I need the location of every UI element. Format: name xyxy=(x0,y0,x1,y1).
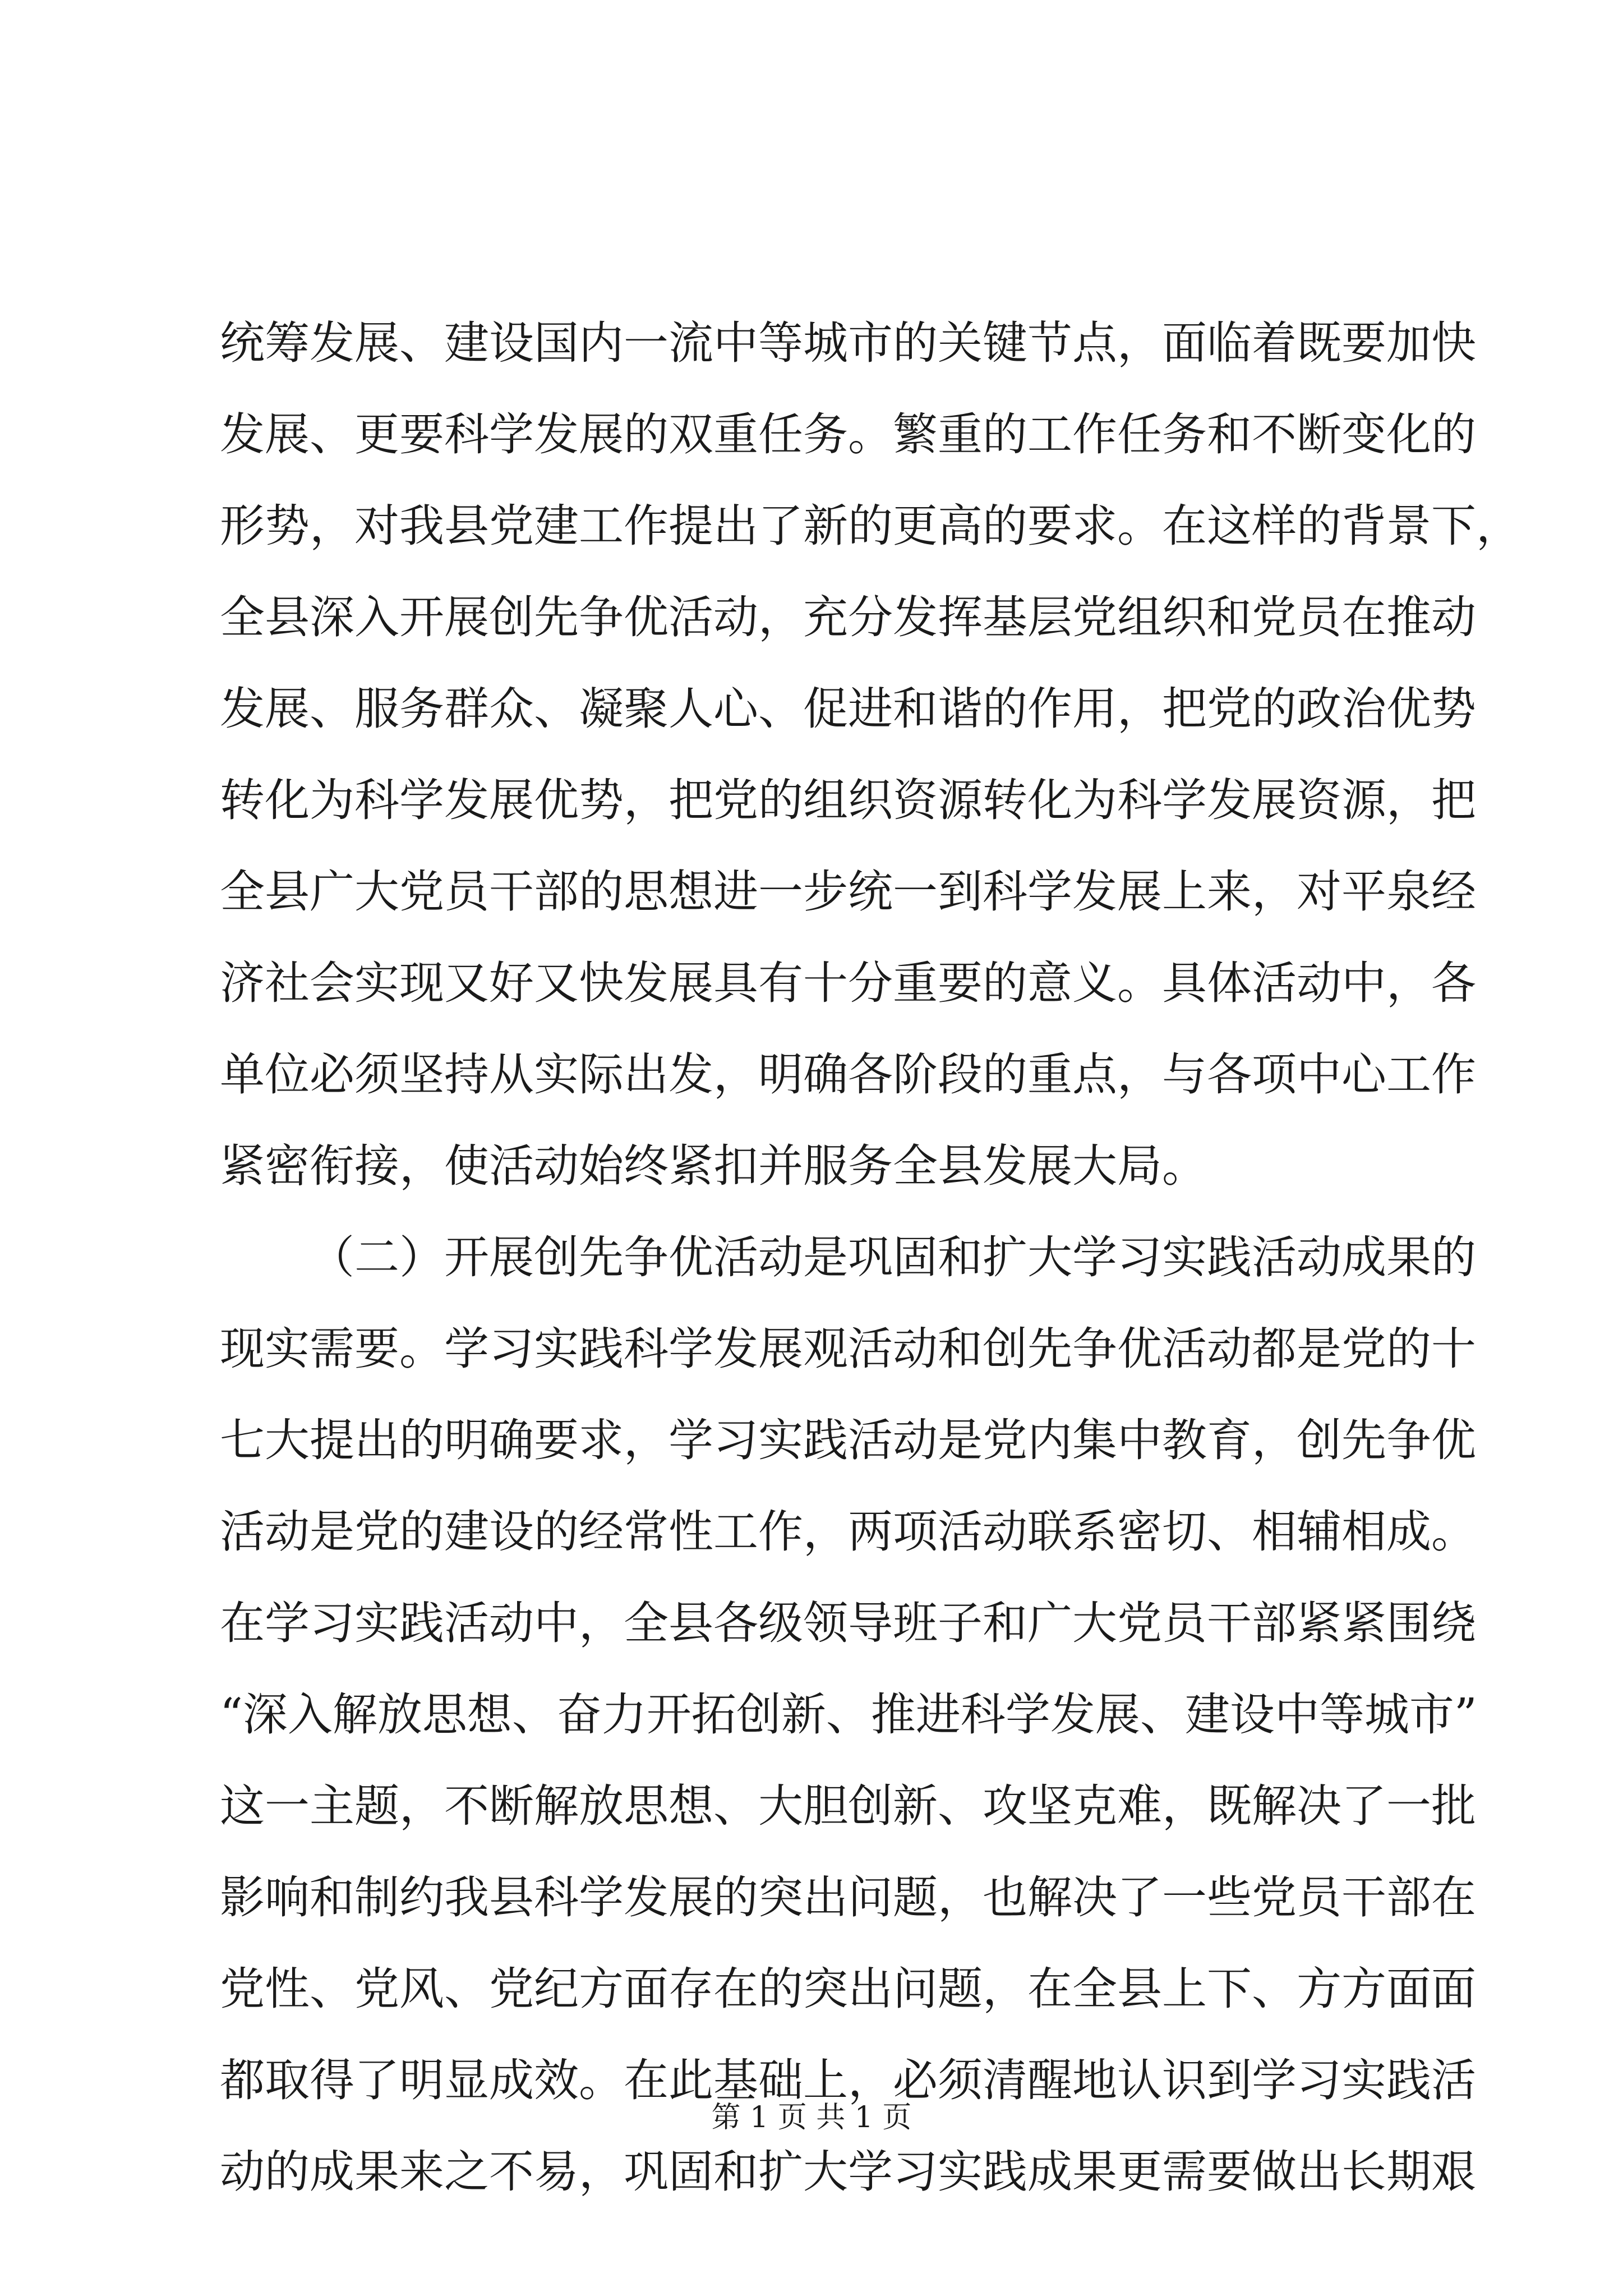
page-footer xyxy=(0,2098,1623,2137)
text-line: 转化为科学发展优势，把党的组织资源转化为科学发展资源，把 xyxy=(220,774,1476,826)
text-line: 都取得了明显成效。在此基础上，必须清醒地认识到学习实践活 xyxy=(220,2054,1476,2106)
paragraph-2 xyxy=(220,1212,1477,2217)
section-heading-line: （二）开展创先争优活动是巩固和扩大学习实践活动成果的 xyxy=(310,1231,1476,1283)
page-number-label: 第 1 页 共 1 页 xyxy=(711,2101,912,2134)
text-line: 七大提出的明确要求，学习实践活动是党内集中教育，创先争优 xyxy=(220,1414,1476,1466)
text-line: 统筹发展、建设国内一流中等城市的关键节点，面临着既要加快 xyxy=(220,317,1476,369)
text-line: 全县广大党员干部的思想进一步统一到科学发展上来，对平泉经 xyxy=(220,866,1476,918)
text-line: “深入解放思想、奋力开拓创新、推进科学发展、建设中等城市” xyxy=(220,1688,1477,1741)
text-line: 在学习实践活动中，全县各级领导班子和广大党员干部紧紧围绕 xyxy=(220,1597,1476,1649)
text-line: 党性、党风、党纪方面存在的突出问题，在全县上下、方方面面 xyxy=(220,1963,1476,2015)
text-line: 活动是党的建设的经常性工作，两项活动联系密切、相辅相成。 xyxy=(220,1506,1476,1558)
text-line: 发展、更要科学发展的双重任务。繁重的工作任务和不断变化的 xyxy=(220,408,1476,461)
text-line: 影响和制约我县科学发展的突出问题，也解决了一些党员干部在 xyxy=(220,1871,1476,1924)
text-line: 济社会实现又好又快发展具有十分重要的意义。具体活动中，各 xyxy=(220,957,1476,1009)
text-line: 全县深入开展创先争优活动，充分发挥基层党组织和党员在推动 xyxy=(220,591,1476,643)
text-line: 这一主题，不断解放思想、大胆创新、攻坚克难，既解决了一批 xyxy=(220,1780,1476,1832)
text-line: 形势，对我县党建工作提出了新的更高的要求。在这样的背景下， xyxy=(220,500,1521,552)
text-line: 单位必须坚持从实际出发，明确各阶段的重点，与各项中心工作 xyxy=(220,1048,1476,1101)
text-line: 发展、服务群众、凝聚人心、促进和谐的作用，把党的政治优势 xyxy=(220,683,1476,735)
body-text xyxy=(220,297,1521,2217)
text-line: 现实需要。学习实践科学发展观活动和创先争优活动都是党的十 xyxy=(220,1323,1476,1375)
text-line: 紧密衔接，使活动始终紧扣并服务全县发展大局。 xyxy=(220,1140,1207,1192)
text-line: 动的成果来之不易，巩固和扩大学习实践成果更需要做出长期艰 xyxy=(220,2146,1476,2198)
paragraph-1 xyxy=(220,297,1521,1212)
